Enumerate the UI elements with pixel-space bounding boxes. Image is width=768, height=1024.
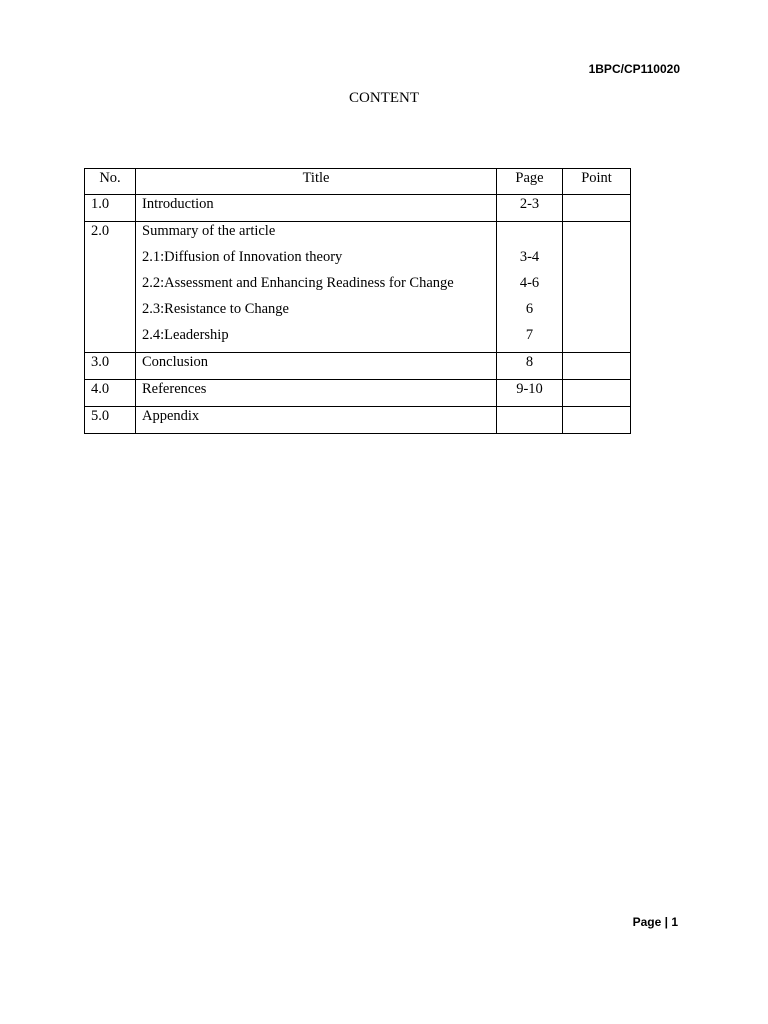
subsection-title: 2.2:Assessment and Enhancing Readiness for Change [142,275,454,291]
table-row [85,195,631,222]
row-title-cell [136,407,497,434]
row-number-cell [85,195,136,222]
row-point-cell [563,380,631,407]
subsection-title: 2.4:Leadership [142,327,229,343]
row-page-cell [497,222,563,353]
subsection-title: 2.1:Diffusion of Innovation theory [142,249,343,265]
row-number: 1.0 [91,196,110,212]
row-point [563,222,630,248]
row-number: 3.0 [91,354,110,370]
row-title-cell [136,380,497,407]
row-page [497,407,562,433]
row-title: Introduction [142,196,214,212]
row-number: 2.0 [91,223,110,239]
table-header-row [85,169,631,195]
row-page-cell [497,195,563,222]
subsection-page: 3-4 [519,249,540,265]
row-page-cell [497,407,563,434]
row-title-cell [136,222,497,353]
row-point [563,195,630,221]
row-title: Appendix [142,408,200,424]
row-point-cell [563,353,631,380]
row-point [563,380,630,406]
row-point-cell [563,195,631,222]
subsection-title: 2.3:Resistance to Change [142,301,289,317]
table-row [85,407,631,434]
page-number-footer: Page | 1 [632,915,678,929]
contents-table [84,168,631,434]
table-row [85,222,631,353]
row-page [497,222,562,248]
page-title: CONTENT [349,90,419,106]
row-title: Summary of the article [142,223,276,239]
subsection-page: 6 [525,301,534,317]
row-point [563,353,630,379]
column-header-page: Page [497,169,563,195]
row-number: 5.0 [91,408,110,424]
row-page-cell [497,353,563,380]
row-point-cell [563,222,631,353]
column-header-title: Title [136,169,497,195]
row-page: 9-10 [516,381,543,397]
subsection-page: 7 [525,327,534,343]
row-point [563,407,630,433]
column-header-no: No. [85,169,136,195]
row-number: 4.0 [91,381,110,397]
subsection-page: 4-6 [519,275,540,291]
document-code: 1BPC/CP110020 [588,62,680,76]
row-point-cell [563,407,631,434]
table-row [85,353,631,380]
row-title: Conclusion [142,354,209,370]
column-header-point: Point [563,169,631,195]
row-page: 8 [525,354,534,370]
row-number-cell [85,380,136,407]
row-number-cell [85,407,136,434]
row-title-cell [136,195,497,222]
row-number-cell [85,353,136,380]
row-number-cell [85,222,136,353]
table-row [85,380,631,407]
row-page-cell [497,380,563,407]
row-title: References [142,381,207,397]
row-page: 2-3 [519,196,540,212]
row-title-cell [136,353,497,380]
